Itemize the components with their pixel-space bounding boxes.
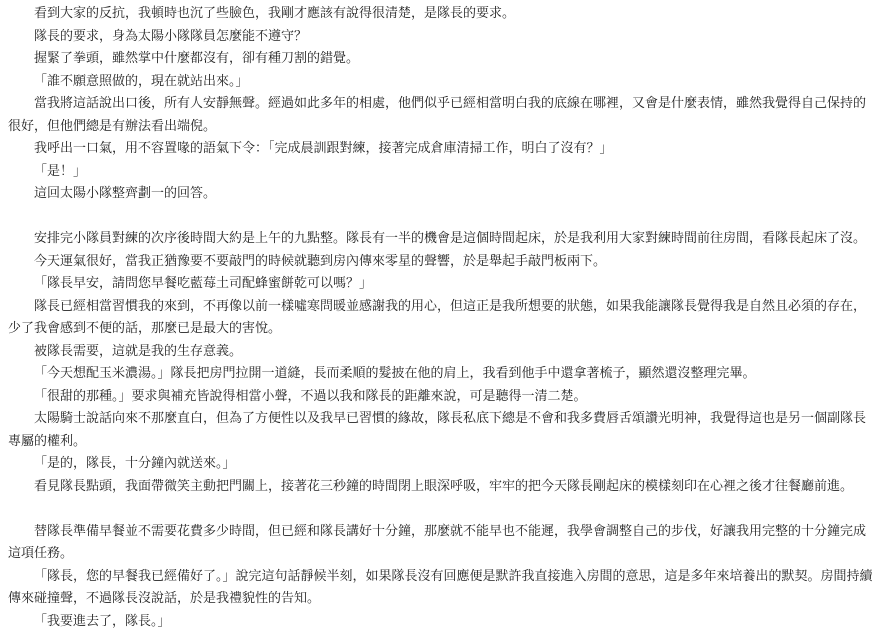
paragraph: 「是！」 bbox=[8, 161, 875, 184]
paragraph: 這回太陽小隊整齊劃一的回答。 bbox=[8, 183, 875, 206]
paragraph: 「是的，隊長，十分鐘內就送來。」 bbox=[8, 453, 875, 476]
paragraph-spacer bbox=[8, 206, 875, 229]
paragraph: 「隊長早安，請問您早餐吃藍莓土司配蜂蜜餅乾可以嗎？」 bbox=[8, 273, 875, 296]
paragraph-spacer bbox=[8, 498, 875, 521]
paragraph: 當我將這話說出口後，所有人安靜無聲。經過如此多年的相處，他們似乎已經相當明白我的底線在哪裡，又會是什麼表情，雖然我覺得自己保持的很好，但他們總是有辦法看出端倪。 bbox=[8, 93, 875, 138]
paragraph: 安排完小隊員對練的次序後時間大約是上午的九點整。隊長有一半的機會是這個時間起床，於是我利用大家對練時間前往房間，看隊長起床了沒。 bbox=[8, 228, 875, 251]
paragraph: 握緊了拳頭，雖然掌中什麼都沒有，卻有種刀割的錯覺。 bbox=[8, 48, 875, 71]
paragraph: 「很甜的那種。」要求與補充皆說得相當小聲，不過以我和隊長的距離來說，可是聽得一清二楚。 bbox=[8, 386, 875, 409]
paragraph: 今天運氣很好，當我正猶豫要不要敲門的時候就聽到房內傳來零星的聲響，於是舉起手敲門板兩下。 bbox=[8, 251, 875, 274]
paragraph: 「誰不願意照做的，現在就站出來。」 bbox=[8, 71, 875, 94]
paragraph: 看到大家的反抗，我頓時也沉了些臉色，我剛才應該有說得很清楚，是隊長的要求。 bbox=[8, 3, 875, 26]
paragraph: 替隊長準備早餐並不需要花費多少時間，但已經和隊長講好十分鐘，那麼就不能早也不能遲，我學會調整自己的步伐，好讓我用完整的十分鐘完成這項任務。 bbox=[8, 521, 875, 566]
paragraph: 「隊長，您的早餐我已經備好了。」說完這句話靜候半刻，如果隊長沒有回應便是默許我直接進入房間的意思，這是多年來培養出的默契。房間持續傳來碰撞聲，不過隊長沒說話，於是我禮貌性的告知。 bbox=[8, 566, 875, 611]
paragraph: 太陽騎士說話向來不那麼直白，但為了方便性以及我早已習慣的緣故，隊長私底下總是不會和我多費唇舌頌讚光明神，我覺得這也是另一個副隊長專屬的權利。 bbox=[8, 408, 875, 453]
paragraph: 隊長的要求，身為太陽小隊隊員怎麼能不遵守？ bbox=[8, 26, 875, 49]
paragraph: 「我要進去了，隊長。」 bbox=[8, 611, 875, 633]
paragraph: 我呼出一口氣，用不容置喙的語氣下令：「完成晨訓跟對練，接著完成倉庫清掃工作，明白了沒有？」 bbox=[8, 138, 875, 161]
paragraph: 隊長已經相當習慣我的來到，不再像以前一樣噓寒問暖並感謝我的用心，但這正是我所想要的狀態，如果我能讓隊長覺得我是自然且必須的存在，少了我會感到不便的話，那麼已是最大的害悅。 bbox=[8, 296, 875, 341]
paragraph: 看見隊長點頭，我面帶微笑主動把門關上，接著花三秒鐘的時間閉上眼深呼吸，牢牢的把今天隊長剛起床的模樣刻印在心裡之後才往餐廳前進。 bbox=[8, 476, 875, 499]
paragraph: 「今天想配玉米濃湯。」隊長把房門拉開一道縫，長而柔順的髮披在他的肩上，我看到他手中還拿著梳子，顯然還沒整理完畢。 bbox=[8, 363, 875, 386]
paragraph: 被隊長需要，這就是我的生存意義。 bbox=[8, 341, 875, 364]
